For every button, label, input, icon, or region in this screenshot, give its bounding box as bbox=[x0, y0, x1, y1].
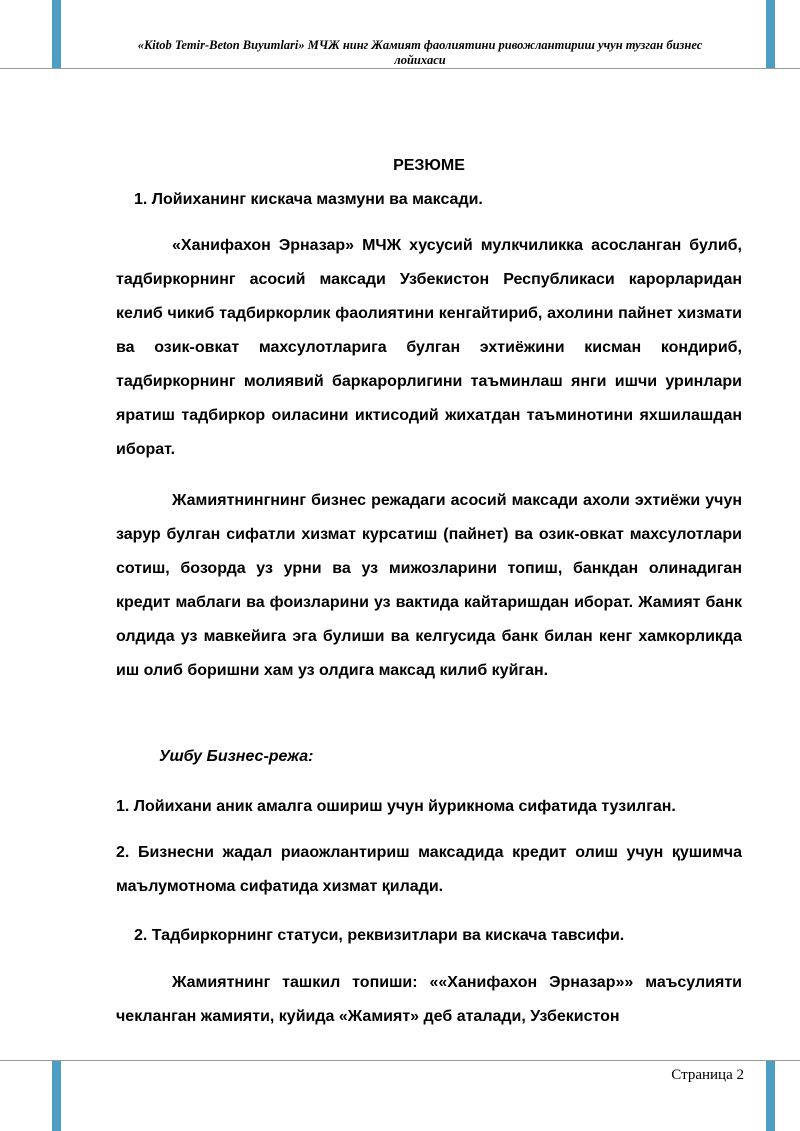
header-rule bbox=[0, 68, 800, 69]
header-left-bar bbox=[52, 0, 61, 68]
footer-rule bbox=[0, 1060, 800, 1061]
section-2-heading: 2. Тадбиркорнинг статуси, реквизитлари ва кискача тавсифи. bbox=[134, 927, 625, 944]
section-1-paragraph-1: «Ханифахон Эрназар» МЧЖ хусусий мулкчиликка асосланган булиб, тадбиркорнинг асосий максади Узбекистон Республикаси карорларидан келиб чикиб тадбиркорлик фаолиятини кенгайтириб, ахолини пайнет хизмати ва озик-овкат махсулотларига булган эхтиёжини кисман кондириб, тадбиркорнинг молиявий баркарорлигини таъминлаш янги ишчи уринлари яратиш тадбиркор оиласини иктисодий жихатдан таъминотини яхшилашдан иборат. bbox=[116, 237, 742, 458]
footer-left-bar bbox=[52, 1061, 61, 1131]
section-2-paragraph-1: Жамиятнинг ташкил топиши: ««Ханифахон Эрназар»» маъсулияти чекланган жамияти, куйида «Жамият» деб аталади, Узбекистон bbox=[116, 974, 742, 1025]
header-right-bar bbox=[766, 0, 775, 68]
plan-item-2: 2. Бизнесни жадал риаожлантириш максадида кредит олиш учун қушимча маълумотнома сифатида хизмат қилади. bbox=[116, 844, 742, 895]
running-header bbox=[100, 38, 740, 68]
page-number: Страница 2 bbox=[671, 1067, 744, 1083]
business-plan-label: Ушбу Бизнес-режа: bbox=[159, 748, 314, 765]
section-1-paragraph-2: Жамиятнингнинг бизнес режадаги асосий максади ахоли эхтиёжи учун зарур булган сифатли хизмат курсатиш (пайнет) ва озик-овкат махсулотлари сотиш, бозорда уз урни ва уз мижозларини топиш, банкдан олинадиган кредит маблаги ва фоизларини уз вактида кайтаришдан иборат. Жамият банк олдида уз мавкейига эга булиши ва келгусида банк билан кенг хамкорликда иш олиб боришни хам уз олдига максад килиб куйган. bbox=[116, 492, 742, 679]
header-line-2: лойихаси bbox=[394, 53, 446, 67]
header-line-1: «Kitob Temir-Beton Buyumlari» МЧЖ нинг Жамият фаолиятини ривожлантириш учун тузган бизнес bbox=[137, 38, 703, 52]
footer-right-bar bbox=[766, 1061, 775, 1131]
plan-item-1: 1. Лойихани аник амалга ошириш учун йурикнома сифатида тузилган. bbox=[116, 798, 676, 815]
section-1-heading: 1. Лойиханинг кискача мазмуни ва максади. bbox=[134, 191, 483, 208]
page-title: РЕЗЮМЕ bbox=[393, 157, 465, 174]
